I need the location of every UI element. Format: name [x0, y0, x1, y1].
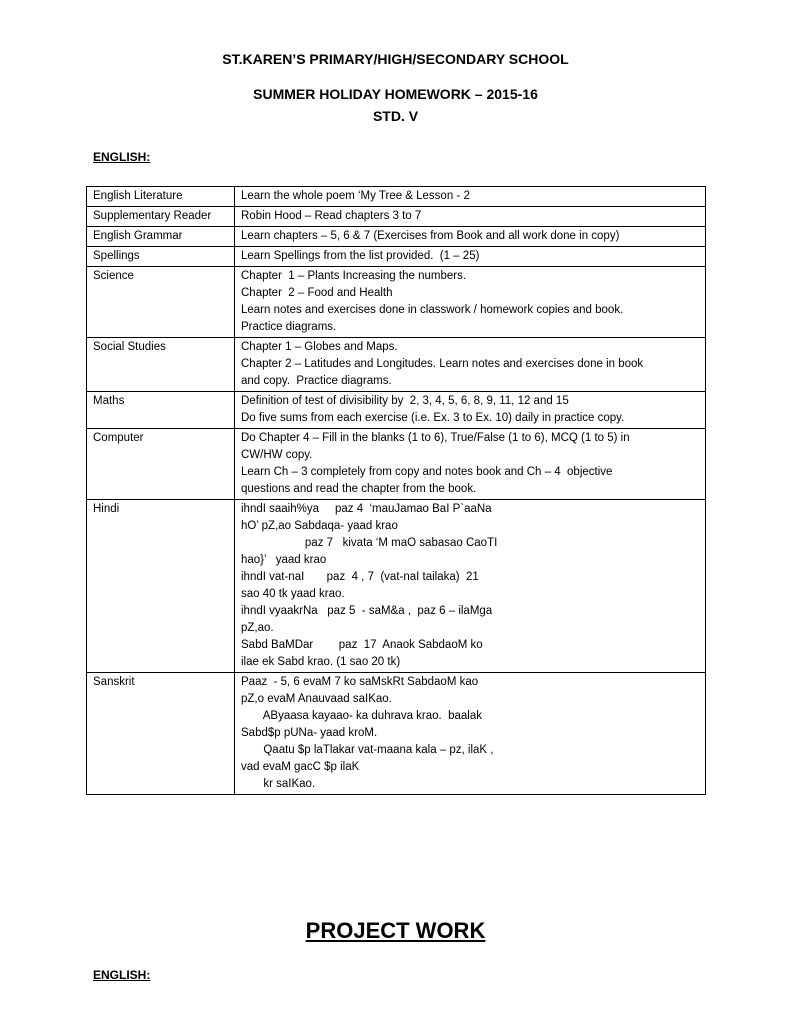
assignment-line: Paaz - 5, 6 evaM 7 ko saMskRt SabdaoM kao — [241, 676, 479, 688]
assignment-line: sao 40 tk yaad krao. — [241, 588, 345, 600]
subject-cell: Maths — [87, 392, 235, 429]
assignment-line: CW/HW copy. — [241, 449, 313, 461]
assignment-line: Chapter 1 – Plants Increasing the numbers. — [241, 270, 467, 282]
table-row — [87, 207, 706, 227]
table-row — [87, 267, 706, 338]
assignment-line: ihndI vyaakrNa paz 5 - saM&a , paz 6 – ilaMga — [241, 605, 493, 617]
assignment-cell — [235, 227, 706, 247]
assignment-line: Do five sums from each exercise (i.e. Ex. 3 to Ex. 10) daily in practice copy. — [241, 412, 625, 424]
assignment-cell — [235, 429, 706, 500]
assignment-cell — [235, 187, 706, 207]
assignment-cell — [235, 247, 706, 267]
assignment-line: Learn the whole poem ‘My Tree & Lesson - 2 — [241, 190, 470, 202]
assignment-line: Practice diagrams. — [241, 321, 337, 333]
assignment-line: pZ,ao. — [241, 622, 274, 634]
assignment-line: Do Chapter 4 – Fill in the blanks (1 to 6), True/False (1 to 6), MCQ (1 to 5) in — [241, 432, 630, 444]
assignment-line: Definition of test of divisibility by 2, 3, 4, 5, 6, 8, 9, 11, 12 and 15 — [241, 395, 569, 407]
assignment-line: paz 7 kivata ‘M maO sabasao CaoTI — [241, 537, 498, 549]
assignment-line: Chapter 2 – Latitudes and Longitudes. Learn notes and exercises done in book — [241, 358, 644, 370]
assignment-line: Qaatu $p laTlakar vat-maana kala – pz, ilaK , — [241, 744, 494, 756]
table-row — [87, 227, 706, 247]
table-row — [87, 429, 706, 500]
assignment-cell — [235, 207, 706, 227]
assignment-line: Sabd BaMDar paz 17 Anaok SabdaoM ko — [241, 639, 483, 651]
homework-title: SUMMER HOLIDAY HOMEWORK – 2015-16 — [253, 86, 538, 102]
subject-cell: Sanskrit — [87, 673, 235, 795]
assignment-line: ihndI vat-naI paz 4 , 7 (vat-naI tailaka) 21 — [241, 571, 479, 583]
subject-cell: English Grammar — [87, 227, 235, 247]
assignment-line: vad evaM gacC $p ilaK — [241, 761, 360, 773]
school-name: ST.KAREN’S PRIMARY/HIGH/SECONDARY SCHOOL — [222, 51, 569, 67]
assignment-line: pZ,o evaM Anauvaad saIKao. — [241, 693, 392, 705]
section-english-heading: ENGLISH: — [93, 150, 151, 164]
table-row — [87, 187, 706, 207]
table-row — [87, 338, 706, 392]
subject-cell: Spellings — [87, 247, 235, 267]
subject-cell: Social Studies — [87, 338, 235, 392]
assignment-line: Learn Ch – 3 completely from copy and notes book and Ch – 4 objective — [241, 466, 613, 478]
assignment-cell — [235, 673, 706, 795]
table-row-hindi — [87, 500, 706, 673]
assignment-cell — [235, 267, 706, 338]
standard-label: STD. V — [372, 108, 419, 124]
table-row — [87, 392, 706, 429]
assignment-cell — [235, 338, 706, 392]
assignment-line: Chapter 2 – Food and Health — [241, 287, 393, 299]
table-row-sanskrit — [87, 673, 706, 795]
assignment-line: hO’ pZ,ao Sabdaqa- yaad krao — [241, 520, 398, 532]
table-row — [87, 247, 706, 267]
assignment-line: and copy. Practice diagrams. — [241, 375, 392, 387]
subject-cell: Supplementary Reader — [87, 207, 235, 227]
assignment-line: Chapter 1 – Globes and Maps. — [241, 341, 398, 353]
assignment-line: questions and read the chapter from the book. — [241, 483, 477, 495]
homework-table — [86, 186, 706, 795]
assignment-line: hao}’ yaad krao — [241, 554, 327, 566]
subject-cell: Science — [87, 267, 235, 338]
assignment-line: Robin Hood – Read chapters 3 to 7 — [241, 210, 422, 222]
homework-table-body — [87, 187, 706, 795]
project-work-title: PROJECT WORK — [305, 918, 486, 943]
assignment-line: kr saIKao. — [241, 778, 316, 790]
assignment-line: AByaasa kayaao- ka duhrava krao. baalak — [241, 710, 483, 722]
subject-cell: Computer — [87, 429, 235, 500]
assignment-line: ihndI saaih%ya paz 4 ‘mauJamao BaI P`aaNa — [241, 503, 492, 515]
section-english-heading-2: ENGLISH: — [93, 968, 151, 982]
assignment-line: Learn chapters – 5, 6 & 7 (Exercises from Book and all work done in copy) — [241, 230, 620, 242]
subject-cell: English Literature — [87, 187, 235, 207]
assignment-line: Learn notes and exercises done in classwork / homework copies and book. — [241, 304, 624, 316]
assignment-line: Sabd$p pUNa- yaad kroM. — [241, 727, 378, 739]
assignment-line: ilae ek Sabd krao. (1 sao 20 tk) — [241, 656, 401, 668]
assignment-cell — [235, 392, 706, 429]
assignment-cell — [235, 500, 706, 673]
subject-cell: Hindi — [87, 500, 235, 673]
assignment-line: Learn Spellings from the list provided. (1 – 25) — [241, 250, 480, 262]
